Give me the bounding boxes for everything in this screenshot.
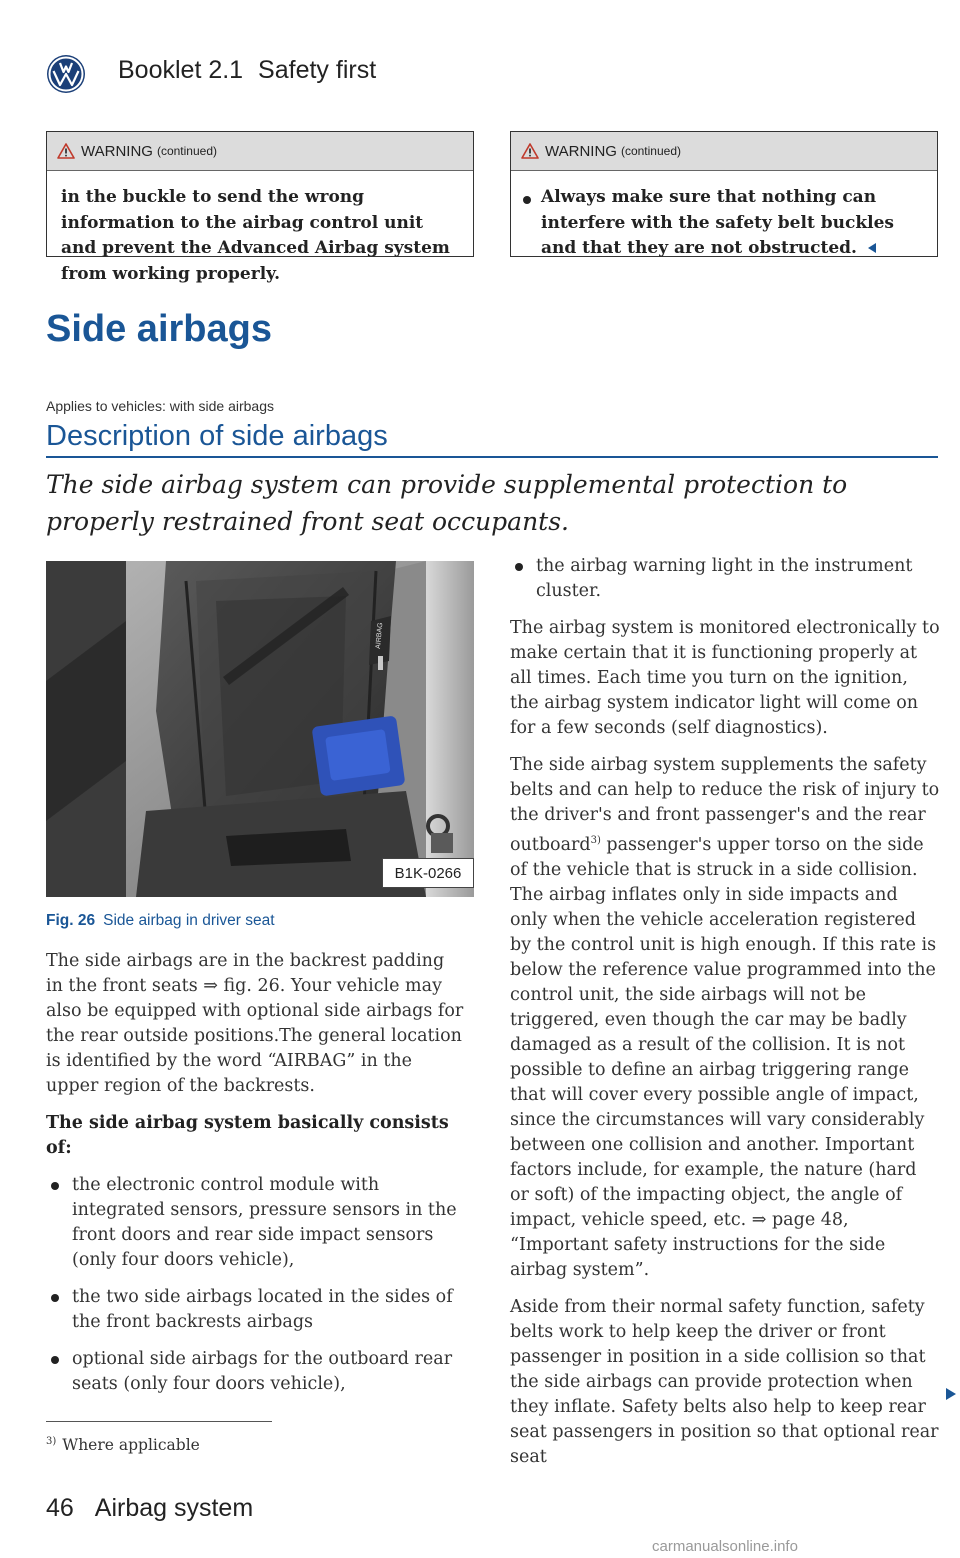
bullet-dot [523,196,531,204]
paragraph: Aside from their normal safety function, safety belts work to help keep the driver or front passenger in position in a side collision so that the side airbags can provide protection when they inflate. Safety belts also help to keep rear seat passengers in position so that optional rear seat [510,1296,939,1467]
warning-header [47,132,473,171]
figure-caption-text: Side airbag in driver seat [103,912,275,929]
list-item: the electronic control module with integrated sensors, pressure sensors in the front doors and rear side impact sensors (only four doors vehicle), [46,1173,466,1273]
page-header [118,56,376,85]
figure-number: Fig. 26 [46,912,96,929]
footnote-divider [46,1421,272,1422]
paragraph-part: The side airbag system supplements the safety belts and can help to reduce the risk of injury to the driver's and front passenger's and the rear outboard [510,755,940,855]
warning-label: WARNING [81,142,153,160]
paragraph: The airbag system is monitored electronically to make certain that it is functioning properly at all times. Each time you turn on the ignition, the airbag system indicator light will come on for a few seconds (self diagnostics). [510,618,940,738]
footnote [46,1436,200,1454]
warning-text [511,171,937,274]
warning-label: WARNING [545,142,617,160]
warning-text-content: Always make sure that nothing can interfere with the safety belt buckles and that they are not obstructed. [541,187,894,258]
warning-header [511,132,937,171]
right-column [510,554,940,1482]
intro-text: The side airbag system can provide supplemental protection to properly restrained front seat occupants. [46,470,848,536]
list-item: the two side airbags located in the sides of the front backrests airbags [46,1285,466,1335]
page-footer [46,1494,253,1523]
warning-box-continued-left [46,131,474,284]
subsection-divider [46,456,938,458]
applies-to-note: Applies to vehicles: with side airbags [46,398,275,414]
end-of-section-icon [867,242,877,254]
booklet-label: Booklet 2.1 [118,56,244,84]
side-airbag-seat-figure [46,561,474,897]
warning-triangle-icon [521,143,539,159]
chapter-name: Airbag system [94,1494,254,1522]
warning-continued: (continued) [156,144,217,158]
page-number: 46 [46,1494,74,1522]
subsection-title: Description of side airbags [46,420,388,452]
figure-tag: B1K-0266 [382,858,474,888]
consists-heading: The side airbag system basically consists of: [46,1113,449,1158]
warning-continued: (continued) [620,144,681,158]
section-label: Safety first [258,56,377,84]
paragraph [510,753,940,1283]
footnote-text: Where applicable [62,1436,200,1455]
list-item: the airbag warning light in the instrument cluster. [510,554,940,604]
list-item: optional side airbags for the outboard rear seats (only four doors vehicle), [46,1347,466,1397]
warning-box-continued-right [510,131,938,257]
paragraph: The side airbags are in the backrest padding in the front seats ⇒ fig. 26. Your vehicle may also be equipped with optional side airbags for the rear outside positions.The general location is identified by the word “AIRBAG” in the upper region of the backrests. [46,951,464,1096]
footnote-mark: 3) [46,1436,57,1447]
warning-triangle-icon [57,143,75,159]
warning-text: in the buckle to send the wrong information to the airbag control unit and prevent the Advanced Airbag system from working properly. [61,187,450,284]
seat-airbag-label: AIRBAG [375,622,385,650]
watermark: carmanualsonline.info [652,1538,798,1555]
figure-caption [46,912,275,930]
section-title: Side airbags [46,308,272,350]
left-column [46,949,466,1409]
continue-arrow-icon [945,1387,957,1401]
paragraph-part: passenger's upper torso on the side of the vehicle that is struck in a side collision. The airbag inflates only in side impacts and only when the vehicle acceleration registered by the control unit is high enough. If this rate is below the reference value programmed into the control unit, the side airbags will not be triggered, even though the car may be badly damaged as a result of the collision. It is not possible to define an airbag triggering range that will cover every possible angle of impact, since the circumstances will vary considerably between one collision and another. Important factors include, for example, the nature (hard or soft) of the impacting object, the angle of impact, vehicle speed, etc. ⇒ page 48, “Important safety instructions for the side airbag system”. [510,834,937,1280]
footnote-reference: 3) [590,835,601,846]
vw-logo-icon [46,54,86,94]
